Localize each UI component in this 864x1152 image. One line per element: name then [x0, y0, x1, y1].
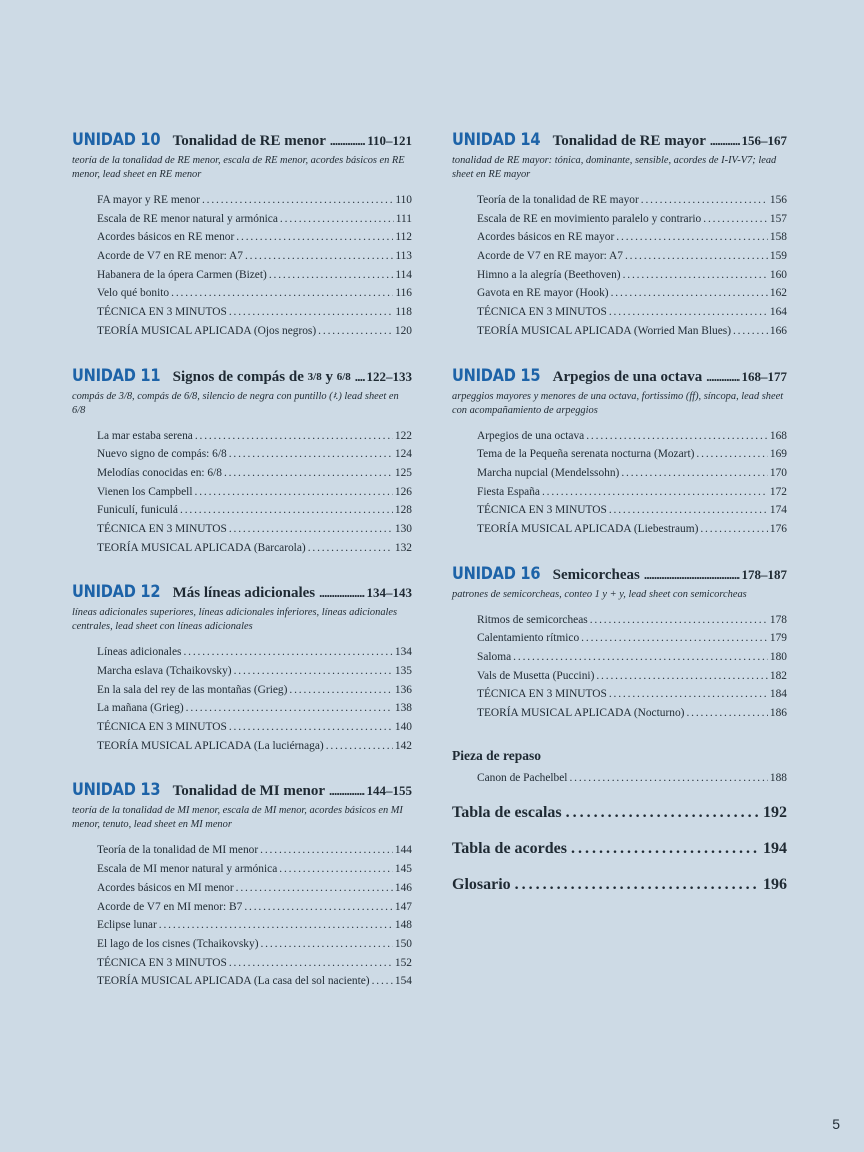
entry-page: 154	[394, 975, 412, 988]
leader-dots	[609, 306, 768, 318]
unit-heading[interactable]	[72, 780, 412, 800]
leader-dots	[355, 369, 365, 385]
entry-page: 145	[394, 863, 412, 876]
leader-dots	[236, 882, 393, 894]
toc-entry[interactable]	[477, 325, 787, 344]
entry-page: 138	[394, 702, 412, 715]
leader-dots	[244, 901, 393, 913]
unit-title: Tonalidad de RE mayor	[552, 133, 706, 149]
leader-dots	[245, 250, 393, 262]
toc-entry[interactable]	[477, 486, 787, 505]
unit-12	[72, 582, 412, 758]
toc-entry[interactable]	[477, 651, 787, 670]
entry-page: 112	[395, 231, 412, 244]
toc-entry[interactable]	[97, 231, 412, 250]
unit-page-range: 122–133	[366, 368, 412, 384]
unit-title: Arpegios de una octava	[552, 368, 703, 385]
entry-page: 144	[394, 844, 412, 857]
leader-dots	[700, 523, 768, 535]
entry-title: Saloma	[477, 651, 512, 663]
unit-title: Semicorcheas	[552, 566, 640, 583]
leader-dots	[644, 567, 740, 583]
entry-page: 147	[394, 900, 412, 913]
leader-dots	[609, 504, 768, 516]
entry-title: TÉCNICA EN 3 MINUTOS	[477, 504, 607, 517]
toc-entry[interactable]	[477, 670, 787, 689]
toc-entry[interactable]	[97, 721, 412, 740]
leader-dots	[330, 133, 365, 149]
leader-dots	[581, 632, 768, 644]
entry-title: Gavota en RE mayor (Hook)	[477, 287, 609, 300]
entry-title: Acordes básicos en MI menor	[97, 881, 234, 894]
entry-title: Teoría de la tonalidad de RE mayor	[477, 194, 639, 206]
unit-title	[173, 369, 351, 386]
toc-entry[interactable]	[477, 306, 787, 325]
entry-title: Fiesta España	[477, 485, 540, 498]
entry-page: 135	[394, 665, 412, 677]
entry-title: Himno a la alegría (Beethoven)	[477, 268, 621, 281]
leader-dots	[195, 430, 393, 442]
entry-title: TEORÍA MUSICAL APLICADA (Nocturno)	[477, 707, 685, 720]
leader-dots	[319, 585, 364, 601]
entry-page: 176	[769, 522, 787, 535]
toc-entry[interactable]	[97, 957, 412, 976]
unit-page-range: 134–143	[366, 585, 412, 601]
entry-title: Canon de Pachelbel	[477, 771, 568, 784]
entry-page: 126	[394, 485, 412, 498]
unit-title-connector: y	[325, 368, 333, 385]
entry-title: TÉCNICA EN 3 MINUTOS	[97, 721, 227, 734]
entry-title: Escala de RE menor natural y armónica	[97, 212, 278, 225]
entry-page: 196	[763, 876, 787, 894]
leader-dots	[571, 840, 759, 858]
unit-subtitle: teoría de la tonalidad de MI menor, escala de MI menor, acordes básicos en MI menor, tenuto, lead sheet en MI menor	[72, 805, 403, 831]
left-column	[72, 130, 412, 1016]
entry-title: Habanera de la ópera Carmen (Bizet)	[97, 268, 267, 281]
entry-page: 136	[394, 683, 412, 696]
entry-title: Acordes básicos en RE menor	[97, 231, 235, 244]
time-signature: 3/8	[307, 370, 322, 383]
unit-heading[interactable]	[452, 130, 787, 150]
toc-entry[interactable]	[477, 250, 787, 269]
toc-entry[interactable]	[97, 504, 412, 523]
entry-title: Acorde de V7 en RE menor: A7	[97, 250, 243, 263]
appendix-entry[interactable]	[452, 840, 787, 876]
appendix-entry[interactable]	[452, 804, 787, 840]
leader-dots	[229, 957, 393, 969]
toc-entry[interactable]	[97, 882, 412, 901]
entry-page: 128	[394, 504, 412, 517]
unit-heading[interactable]	[72, 582, 412, 602]
toc-entry[interactable]	[477, 213, 787, 232]
leader-dots	[329, 783, 364, 799]
unit-15	[452, 366, 787, 542]
entry-page: 152	[394, 956, 412, 969]
review-section-title: Pieza de repaso	[452, 747, 541, 763]
unit-subtitle: arpeggios mayores y menores de una octava, fortissimo (ff), síncopa, lead sheet con acompañamiento de arpeggios	[452, 390, 784, 416]
entry-page: 148	[394, 919, 412, 932]
toc-entry[interactable]	[97, 287, 412, 306]
toc-entry[interactable]	[477, 448, 787, 467]
unit-heading[interactable]	[452, 366, 787, 386]
entry-page: 158	[769, 231, 787, 244]
entry-title: TEORÍA MUSICAL APLICADA (La luciérnaga)	[97, 739, 324, 752]
entry-title: Marcha eslava (Tchaikovsky)	[97, 665, 232, 677]
entry-title: TEORÍA MUSICAL APLICADA (Worried Man Blues)	[477, 324, 731, 337]
toc-entry[interactable]	[477, 194, 787, 213]
toc-entry[interactable]	[477, 523, 787, 542]
entry-page: 188	[769, 771, 787, 784]
toc-entry[interactable]	[477, 504, 787, 523]
toc-entry[interactable]	[477, 430, 787, 449]
time-signature: 6/8	[336, 370, 351, 383]
entry-title: Acorde de V7 en MI menor: B7	[97, 900, 243, 913]
unit-title: Tonalidad de MI menor	[172, 783, 326, 800]
entry-page: 170	[769, 466, 787, 479]
unit-title-text: Signos de compás de	[172, 368, 304, 385]
entry-title: Tema de la Pequeña serenata nocturna (Mozart)	[477, 448, 695, 461]
leader-dots	[569, 772, 767, 784]
entry-page: 159	[769, 250, 787, 263]
unit-heading[interactable]	[72, 130, 412, 150]
entry-title: El lago de los cisnes (Tchaikovsky)	[97, 937, 259, 950]
page-number: 5	[832, 1116, 840, 1132]
entry-page: 140	[394, 721, 412, 734]
unit-14	[452, 130, 787, 344]
leader-dots	[566, 804, 759, 822]
entry-page: 142	[394, 739, 412, 752]
entry-title: Tabla de acordes	[452, 840, 567, 858]
toc-entry[interactable]	[97, 430, 412, 449]
entry-title: Teoría de la tonalidad de MI menor	[97, 844, 259, 857]
entry-page: 162	[769, 287, 787, 300]
entry-page: 110	[395, 194, 412, 206]
entry-page: 150	[394, 937, 412, 950]
entry-title: Arpegios de una octava	[477, 429, 585, 442]
entry-page: 122	[394, 429, 412, 442]
entry-page: 111	[395, 212, 412, 225]
toc-entry[interactable]	[97, 684, 412, 703]
leader-dots	[183, 646, 392, 658]
toc-entry[interactable]	[97, 863, 412, 882]
entry-page: 172	[769, 485, 787, 498]
entry-page: 160	[769, 268, 787, 281]
toc-entry[interactable]	[97, 938, 412, 957]
unit-title: Más líneas adicionales	[172, 585, 316, 602]
entry-page: 184	[769, 688, 787, 701]
toc-entry[interactable]	[477, 614, 787, 633]
leader-dots	[706, 369, 739, 385]
entry-title: Nuevo signo de compás: 6/8	[97, 448, 227, 461]
entry-title: TEORÍA MUSICAL APLICADA (Ojos negros)	[97, 324, 317, 337]
unit-16	[452, 564, 787, 726]
unit-label: UNIDAD 16	[452, 563, 541, 584]
leader-dots	[513, 651, 768, 663]
unit-subtitle: compás de 3/8, compás de 6/8, silencio de negra con puntillo (𝄽.) lead sheet en 6/8	[72, 390, 399, 416]
toc-entry[interactable]	[477, 231, 787, 250]
entry-title: Vals de Musetta (Puccini)	[477, 669, 595, 682]
entry-title: Ritmos de semicorcheas	[477, 613, 588, 626]
entry-title: Tabla de escalas	[452, 804, 562, 822]
leader-dots	[159, 919, 393, 931]
toc-entry[interactable]	[477, 632, 787, 651]
entry-page: 113	[395, 250, 412, 263]
toc-entry[interactable]	[477, 688, 787, 707]
leader-dots	[609, 688, 768, 700]
entry-title: Melodías conocidas en: 6/8	[97, 466, 222, 479]
appendix-entry[interactable]	[452, 876, 787, 912]
entry-title: Calentamiento rítmico	[477, 632, 580, 645]
toc-entry[interactable]	[97, 194, 412, 213]
toc-entry[interactable]	[97, 448, 412, 467]
unit-title: Tonalidad de RE menor	[172, 133, 326, 149]
leader-dots	[289, 684, 393, 696]
unit-label: UNIDAD 12	[72, 582, 161, 603]
leader-dots	[229, 306, 393, 318]
toc-entry[interactable]	[97, 740, 412, 759]
toc-entry[interactable]	[97, 306, 412, 325]
leader-dots	[515, 876, 759, 894]
unit-heading[interactable]	[452, 564, 787, 584]
entry-title: Funiculí, funiculá	[97, 504, 178, 517]
leader-dots	[696, 448, 767, 460]
entry-page: 168	[769, 429, 787, 442]
toc-entry[interactable]	[97, 523, 412, 542]
unit-page-range: 156–167	[741, 133, 787, 148]
leader-dots	[260, 844, 393, 856]
entry-page: 169	[769, 448, 787, 461]
entry-page: 132	[394, 541, 412, 554]
leader-dots	[542, 486, 768, 498]
leader-dots	[280, 213, 394, 225]
entry-page: 134	[394, 646, 412, 659]
entry-title: Glosario	[452, 876, 511, 894]
toc-entry[interactable]	[477, 287, 787, 306]
leader-dots	[308, 542, 393, 554]
toc-entry[interactable]	[97, 975, 412, 994]
leader-dots	[710, 133, 740, 149]
leader-dots	[269, 269, 394, 281]
unit-label: UNIDAD 14	[452, 130, 541, 150]
unit-11	[72, 366, 412, 561]
leader-dots	[260, 938, 392, 950]
entry-page: 164	[769, 306, 787, 319]
entry-title: TÉCNICA EN 3 MINUTOS	[477, 688, 607, 701]
entry-page: 120	[394, 324, 412, 337]
entry-page: 146	[394, 881, 412, 894]
toc-entry[interactable]	[97, 542, 412, 561]
leader-dots	[229, 523, 393, 535]
entry-title: La mañana (Grieg)	[97, 702, 184, 715]
leader-dots	[625, 250, 768, 262]
entry-title: Vienen los Campbell	[97, 485, 193, 498]
entry-page: 114	[395, 268, 412, 281]
leader-dots	[279, 863, 393, 875]
entry-title: Eclipse lunar	[97, 919, 157, 932]
entry-title: TEORÍA MUSICAL APLICADA (Barcarola)	[97, 541, 306, 554]
entry-title: Escala de RE en movimiento paralelo y contrario	[477, 212, 702, 225]
unit-page-range: 168–177	[741, 368, 787, 384]
entry-title: Velo qué bonito	[97, 287, 170, 300]
leader-dots	[372, 975, 393, 987]
leader-dots	[586, 430, 768, 442]
entry-title: Acordes básicos en RE mayor	[477, 231, 615, 244]
entry-page: 192	[763, 804, 787, 822]
entry-title: TÉCNICA EN 3 MINUTOS	[477, 306, 607, 319]
toc-entry[interactable]	[97, 486, 412, 505]
leader-dots	[703, 213, 768, 225]
toc-entry[interactable]	[477, 269, 787, 288]
toc-entry[interactable]	[97, 844, 412, 863]
toc-entry[interactable]	[97, 467, 412, 486]
unit-label: UNIDAD 15	[452, 365, 541, 386]
leader-dots	[224, 467, 393, 479]
leader-dots	[686, 707, 767, 719]
right-column	[452, 130, 787, 912]
entry-page: 180	[769, 651, 787, 663]
entry-title: Líneas adicionales	[97, 646, 182, 659]
toc-entry[interactable]	[97, 250, 412, 269]
unit-subtitle: líneas adicionales superiores, líneas adicionales inferiores, líneas adicionales centrales, lead sheet con líneas adicionales	[72, 607, 398, 633]
entry-title: TÉCNICA EN 3 MINUTOS	[97, 522, 227, 535]
leader-dots	[180, 504, 393, 516]
leader-dots	[171, 287, 393, 299]
entry-page: 125	[394, 466, 412, 479]
unit-label: UNIDAD 11	[72, 365, 161, 386]
unit-label: UNIDAD 13	[72, 780, 161, 801]
entry-title: FA mayor y RE menor	[97, 194, 200, 206]
entry-page: 124	[394, 448, 412, 461]
entry-title: Marcha nupcial (Mendelssohn)	[477, 466, 620, 479]
entry-title: TEORÍA MUSICAL APLICADA (La casa del sol naciente)	[97, 975, 370, 988]
entry-title: La mar estaba serena	[97, 429, 193, 442]
entry-title: TÉCNICA EN 3 MINUTOS	[97, 306, 227, 319]
leader-dots	[186, 702, 393, 714]
leader-dots	[641, 194, 768, 206]
entry-title: Acorde de V7 en RE mayor: A7	[477, 250, 623, 263]
leader-dots	[733, 325, 768, 337]
leader-dots	[611, 287, 768, 299]
unit-10	[72, 130, 412, 344]
unit-subtitle: tonalidad de RE mayor: tónica, dominante, sensible, acordes de I-IV-V7; lead sheet en RE mayor	[452, 155, 777, 180]
leader-dots	[616, 231, 768, 243]
entry-title: Escala de MI menor natural y armónica	[97, 863, 278, 876]
toc-entry[interactable]	[97, 269, 412, 288]
unit-page-range: 110–121	[367, 133, 412, 148]
unit-label: UNIDAD 10	[72, 130, 161, 150]
leader-dots	[326, 740, 393, 752]
toc-entry[interactable]	[97, 901, 412, 920]
leader-dots	[621, 467, 768, 479]
entry-page: 116	[395, 287, 412, 300]
toc-entry[interactable]	[97, 213, 412, 232]
leader-dots	[229, 448, 393, 460]
leader-dots	[318, 325, 393, 337]
unit-subtitle: teoría de la tonalidad de RE menor, escala de RE menor, acordes básicos en RE menor, lead sheet en RE menor	[72, 155, 405, 180]
entry-page: 179	[769, 632, 787, 645]
entry-page: 174	[769, 504, 787, 517]
entry-title: TEORÍA MUSICAL APLICADA (Liebestraum)	[477, 522, 699, 535]
toc-entry[interactable]	[477, 772, 787, 791]
unit-13	[72, 780, 412, 994]
leader-dots	[236, 231, 393, 243]
entry-page: 178	[769, 613, 787, 626]
unit-page-range: 144–155	[366, 783, 412, 799]
leader-dots	[234, 665, 393, 677]
unit-heading[interactable]	[72, 366, 412, 386]
entry-page: 186	[769, 707, 787, 720]
entry-title: En la sala del rey de las montañas (Grieg)	[97, 683, 288, 696]
toc-entry[interactable]	[97, 702, 412, 721]
leader-dots	[229, 721, 393, 733]
leader-dots	[202, 194, 393, 206]
entry-page: 182	[769, 669, 787, 682]
entry-page: 194	[763, 840, 787, 858]
leader-dots	[596, 670, 768, 682]
toc-entry[interactable]	[97, 919, 412, 938]
entry-page: 130	[394, 522, 412, 535]
leader-dots	[590, 614, 768, 626]
toc-entry[interactable]	[97, 665, 412, 684]
toc-entry[interactable]	[477, 707, 787, 726]
leader-dots	[623, 269, 768, 281]
toc-entry[interactable]	[97, 646, 412, 665]
unit-page-range: 178–187	[741, 566, 787, 582]
entry-page: 118	[395, 306, 412, 319]
entry-title: TÉCNICA EN 3 MINUTOS	[97, 956, 227, 969]
entry-page: 166	[769, 324, 787, 337]
leader-dots	[195, 486, 393, 498]
entry-page: 157	[769, 212, 787, 225]
unit-subtitle: patrones de semicorcheas, conteo 1 y + y, lead sheet con semicorcheas	[452, 588, 747, 600]
entry-page: 156	[769, 194, 787, 206]
toc-entry[interactable]	[477, 467, 787, 486]
toc-entry[interactable]	[97, 325, 412, 344]
